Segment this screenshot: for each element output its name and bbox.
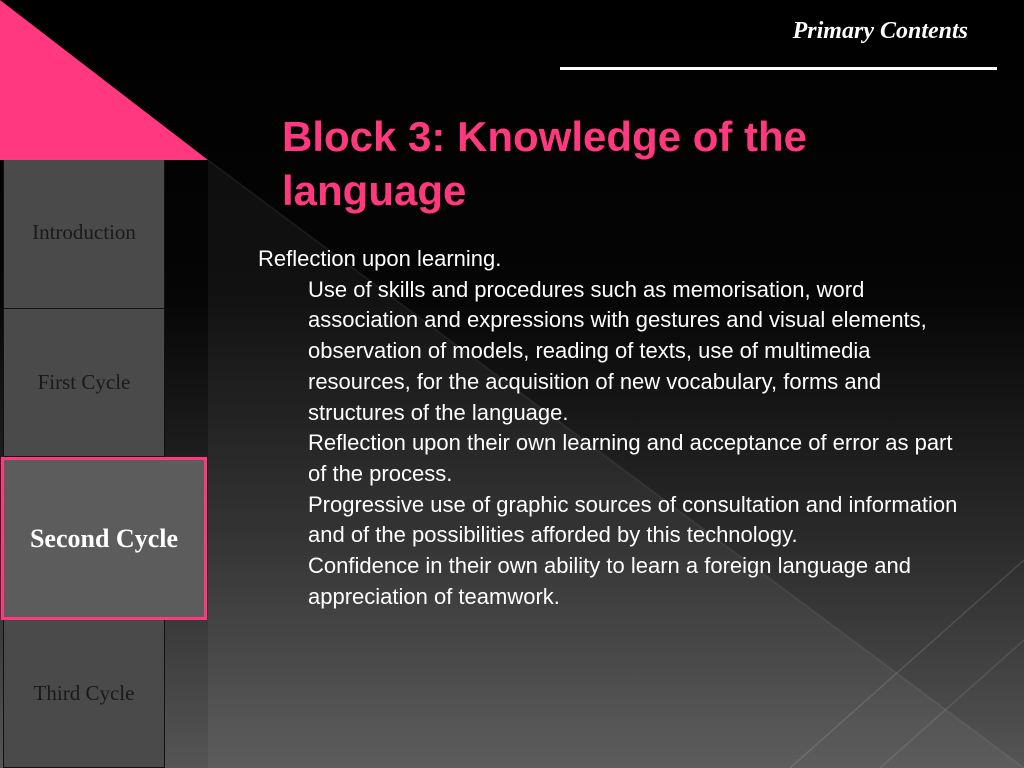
content-point: Progressive use of graphic sources of consultation and information and of the possibilities afforded by this technology. [308,491,958,548]
content-lead: Reflection upon learning. [258,246,502,271]
content-point: Use of skills and procedures such as memorisation, word association and expressions with gestures and visual elements, observation of models, reading of texts, use of multimedia resources, for the acquisition of new vocabulary, forms and structures of the language. [308,276,927,425]
sidebar-item-third-cycle[interactable]: Third Cycle [3,620,165,768]
content-point: Reflection upon their own learning and acceptance of error as part of the process. [308,430,953,486]
slide-title: Block 3: Knowledge of the language [282,113,808,214]
slide-content [258,244,978,612]
content-points [258,275,968,613]
pink-corner-triangle [0,0,208,160]
sidebar-item-introduction[interactable]: Introduction [3,160,165,309]
sidebar-item-second-cycle[interactable]: Second Cycle [1,457,207,620]
sidebar-nav [0,160,208,768]
header-divider [560,67,997,70]
sidebar-item-first-cycle[interactable]: First Cycle [3,309,165,457]
content-point: Confidence in their own ability to learn a foreign language and appreciation of teamwork. [308,553,911,609]
header-title: Primary Contents [792,18,968,44]
